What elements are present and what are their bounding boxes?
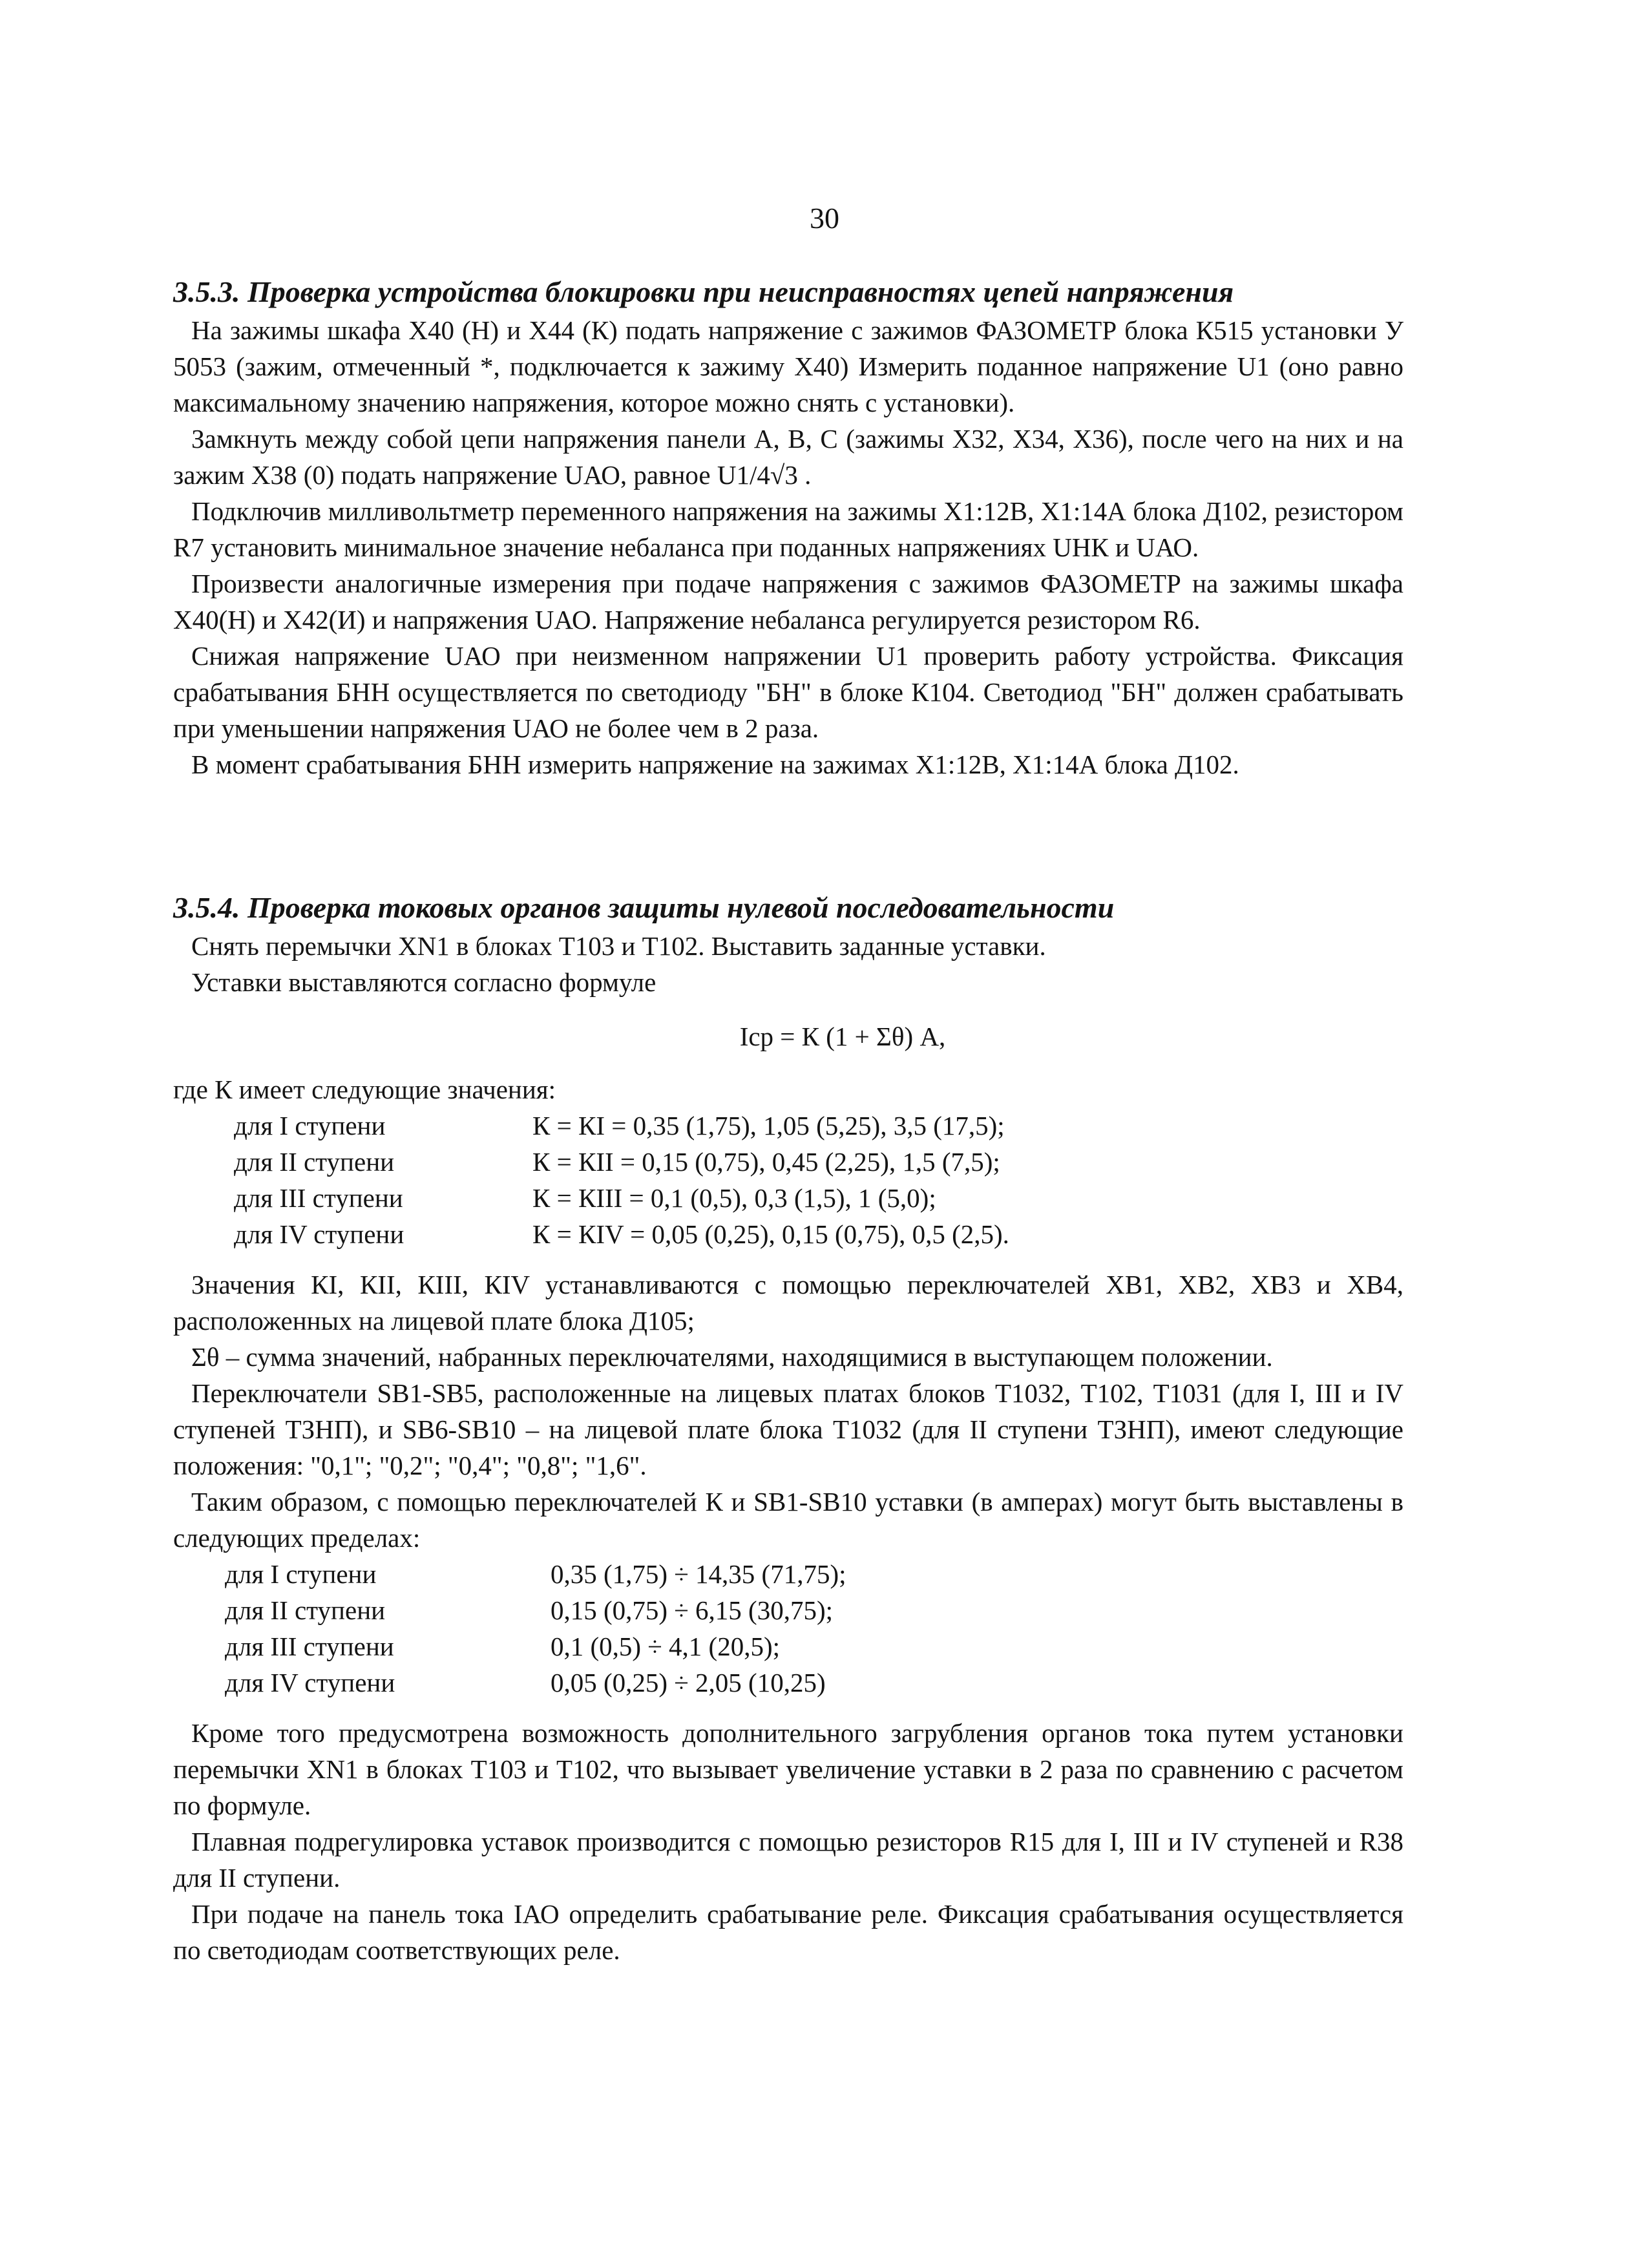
stage-value: К = КII = 0,15 (0,75), 0,45 (2,25), 1,5 (7,5); [532, 1147, 1000, 1177]
stage-value: 0,35 (1,75) ÷ 14,35 (71,75); [551, 1559, 846, 1589]
stage-value: К = КIV = 0,05 (0,25), 0,15 (0,75), 0,5 (2,5). [532, 1219, 1009, 1249]
paragraph: При подаче на панель тока IАО определить срабатывание реле. Фиксация срабатывания осуществляется по светодиодам соответствующих реле. [173, 1899, 1403, 1965]
stage-label: для I ступени [234, 1111, 386, 1140]
paragraph: Переключатели SB1-SB5, расположенные на лицевых платах блоков Т1032, Т102, Т1031 (для I, III и IV ступеней ТЗНП), и SB6-SB10 – на лицевой плате блока Т1032 (для II ступени ТЗНП), имеют следующие положения: "0,1"; "0,2"; "0,4"; "0,8"; "1,6". [173, 1378, 1403, 1480]
ranges-list [225, 1556, 1403, 1701]
stage-label: для III ступени [225, 1632, 394, 1661]
stage-value: К = КI = 0,35 (1,75), 1,05 (5,25), 3,5 (17,5); [532, 1111, 1005, 1140]
section-3-5-4 [173, 890, 1403, 1968]
list-item [234, 1108, 1403, 1144]
stage-label: для IV ступени [234, 1219, 404, 1249]
stage-label: для II ступени [225, 1595, 386, 1625]
stage-label: для I ступени [225, 1559, 377, 1589]
paragraph: Σθ – сумма значений, набранных переключателями, находящимися в выступающем положении. [191, 1342, 1273, 1372]
list-item [225, 1556, 1403, 1592]
stage-value: 0,1 (0,5) ÷ 4,1 (20,5); [551, 1632, 781, 1661]
paragraph: В момент срабатывания БНН измерить напряжение на зажимах Х1:12В, Х1:14А блока Д102. [191, 750, 1239, 779]
k-values-list [234, 1108, 1403, 1252]
section-heading: 3.5.4. Проверка токовых органов защиты нулевой последовательности [173, 891, 1115, 924]
stage-value: 0,05 (0,25) ÷ 2,05 (10,25) [551, 1668, 826, 1697]
paragraph: Таким образом, с помощью переключателей К и SB1-SB10 уставки (в амперах) могут быть выставлены в следующих пределах: [173, 1487, 1403, 1553]
stage-label: для II ступени [234, 1147, 395, 1177]
section-3-5-3 [173, 275, 1403, 782]
stage-label: для IV ступени [225, 1668, 395, 1697]
stage-value: К = КIII = 0,1 (0,5), 0,3 (1,5), 1 (5,0); [532, 1183, 936, 1213]
paragraph: где К имеет следующие значения: [173, 1075, 556, 1104]
paragraph: Кроме того предусмотрена возможность дополнительного загрубления органов тока путем установки перемычки XN1 в блоках Т103 и Т102, что вызывает увеличение уставки в 2 раза по сравнению с расчетом по формуле. [173, 1718, 1403, 1820]
paragraph: Уставки выставляются согласно формуле [191, 967, 656, 997]
section-heading: 3.5.3. Проверка устройства блокировки при неисправностях цепей напряжения [173, 275, 1234, 308]
page-number: 30 [810, 202, 839, 235]
setting-formula: Iср = К (1 + Σθ) А, [739, 1022, 946, 1051]
list-item [234, 1144, 1403, 1180]
paragraph: Подключив милливольтметр переменного напряжения на зажимы Х1:12В, Х1:14А блока Д102, резистором R7 установить минимальное значение небаланса при поданных напряжениях UНК и UАО. [173, 496, 1403, 562]
paragraph: Значения КI, КII, КIII, КIV устанавливаются с помощью переключателей ХВ1, ХВ2, ХВ3 и ХВ4, расположенных на лицевой плате блока Д105; [173, 1270, 1403, 1336]
stage-label: для III ступени [234, 1183, 403, 1213]
list-item [225, 1628, 1403, 1664]
paragraph: Снять перемычки XN1 в блоках Т103 и Т102. Выставить заданные уставки. [191, 931, 1046, 961]
list-item [225, 1664, 1403, 1701]
paragraph: Произвести аналогичные измерения при подаче напряжения с зажимов ФАЗОМЕТР на зажимы шкафа Х40(Н) и Х42(И) и напряжения UАО. Напряжение небаланса регулируется резистором R6. [173, 569, 1403, 635]
paragraph: Замкнуть между собой цепи напряжения панели А, В, С (зажимы X32, X34, X36), после чего на них и на зажим X38 (0) подать напряжение UАО, равное U1/4√3 . [173, 424, 1403, 490]
list-item [234, 1216, 1403, 1252]
paragraph: Снижая напряжение UАО при неизменном напряжении U1 проверить работу устройства. Фиксация срабатывания БНН осуществляется по светодиоду "БН" в блоке К104. Светодиод "БН" должен срабатывать при уменьшении напряжения UАО не более чем в 2 раза. [173, 641, 1403, 743]
paragraph: Плавная подрегулировка уставок производится с помощью резисторов R15 для I, III и IV ступеней и R38 для II ступени. [173, 1827, 1403, 1893]
paragraph: На зажимы шкафа X40 (Н) и X44 (К) подать напряжение с зажимов ФАЗОМЕТР блока К515 установки У 5053 (зажим, отмеченный *, подключается к зажиму X40) Измерить поданное напряжение U1 (оно равно максимальному значению напряжения, которое можно снять с установки). [173, 315, 1403, 417]
stage-value: 0,15 (0,75) ÷ 6,15 (30,75); [551, 1595, 834, 1625]
list-item [234, 1180, 1403, 1216]
list-item [225, 1592, 1403, 1628]
